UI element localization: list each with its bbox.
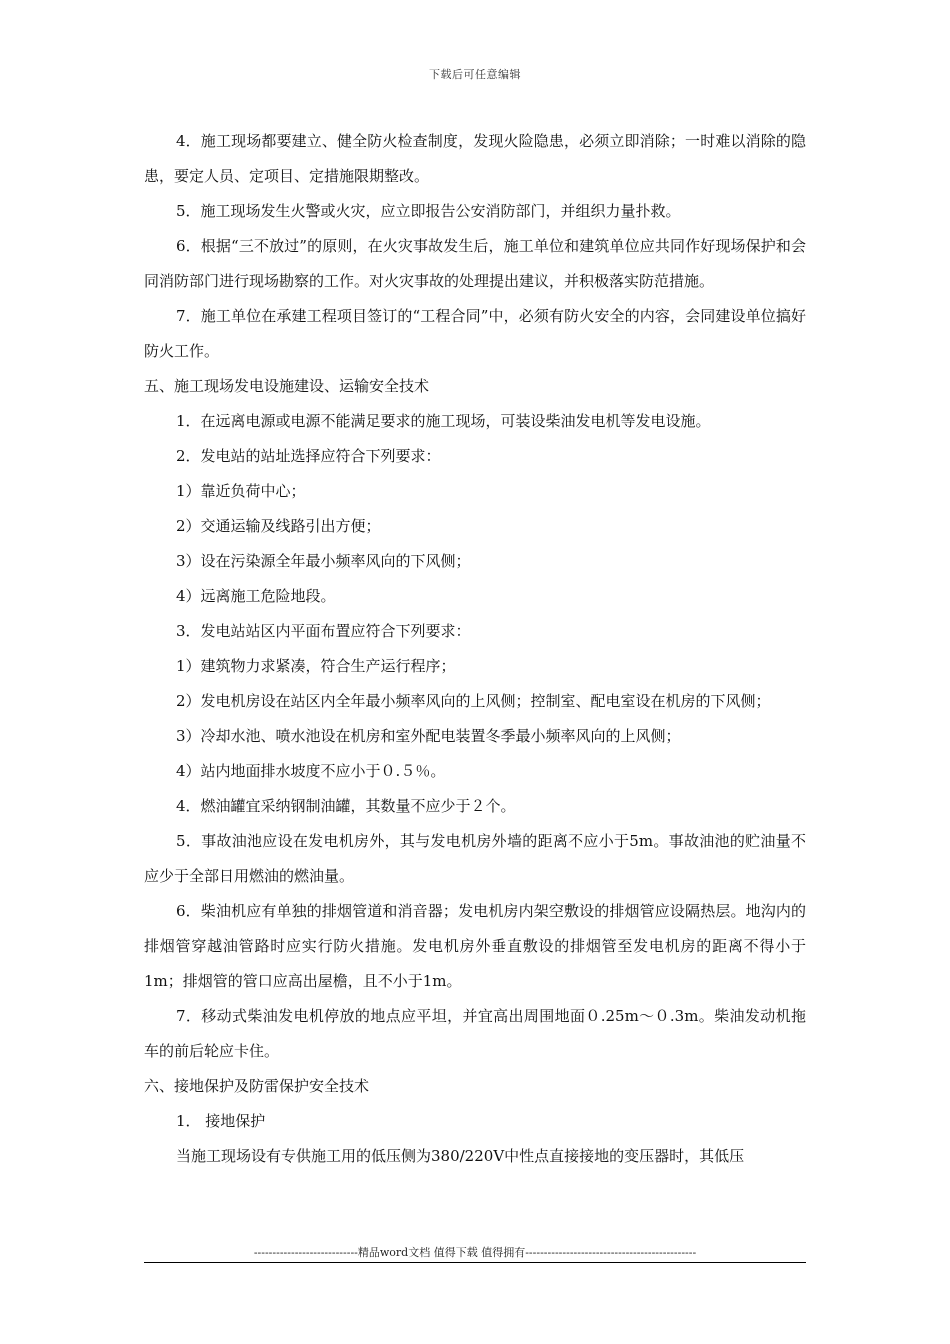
- paragraph-transformer: 当施工现场设有专供施工用的低压侧为380/220V中性点直接接地的变压器时，其低压: [176, 1147, 745, 1165]
- paragraph-contract-fire-safety: 7．施工单位在承建工程项目签订的“工程合同”中，必须有防火安全的内容，会同建设单位搞好防火工作。: [144, 307, 806, 360]
- list-item: 3）设在污染源全年最小频率风向的下风侧；: [176, 552, 471, 570]
- section-heading-power-generation: 五、施工现场发电设施建设、运输安全技术: [144, 377, 430, 395]
- paragraph-layout-requirements: 3．发电站站区内平面布置应符合下列要求：: [176, 622, 471, 640]
- paragraph-fuel-tanks: 4．燃油罐宜采纳钢制油罐，其数量不应少于２个。: [176, 797, 516, 815]
- section-heading-grounding: 六、接地保护及防雷保护安全技术: [144, 1077, 370, 1095]
- paragraph-site-selection: 2．发电站的站址选择应符合下列要求：: [176, 447, 441, 465]
- list-item: 1）靠近负荷中心；: [176, 482, 306, 500]
- paragraph-accident-oil-pool: 5．事故油池应设在发电机房外，其与发电机房外墙的距离不应小于5m。事故油池的贮油量不应少于全部日用燃油的燃油量。: [144, 832, 806, 885]
- list-item: 2）交通运输及线路引出方便；: [176, 517, 381, 535]
- subheading-grounding-protection: 1． 接地保护: [176, 1112, 266, 1130]
- list-item: 4）远离施工危险地段。: [176, 587, 336, 605]
- footer-divider: [144, 1262, 806, 1263]
- list-item: 3）冷却水池、喷水池设在机房和室外配电装置冬季最小频率风向的上风侧；: [176, 727, 681, 745]
- paragraph-fire-inspection: 4．施工现场都要建立、健全防火检查制度，发现火险隐患，必须立即消除；一时难以消除的隐患，要定人员、定项目、定措施限期整改。: [144, 132, 806, 185]
- document-body: [144, 124, 806, 1174]
- paragraph-generator-install: 1．在远离电源或电源不能满足要求的施工现场，可装设柴油发电机等发电设施。: [176, 412, 711, 430]
- paragraph-mobile-generator: 7．移动式柴油发电机停放的地点应平坦，并宜高出周围地面０.25m～０.3m。柴油发动机拖车的前后轮应卡住。: [144, 1007, 806, 1060]
- list-item: 2）发电机房设在站区内全年最小频率风向的上风侧；控制室、配电室设在机房的下风侧；: [176, 692, 771, 710]
- list-item: 4）站内地面排水坡度不应小于０.５％。: [176, 762, 446, 780]
- list-item: 1）建筑物力求紧凑，符合生产运行程序；: [176, 657, 456, 675]
- page-footer: ----------------------------精品word文档 值得下载 值得拥有----------------------------------------------: [253, 1246, 697, 1259]
- paragraph-fire-report: 5．施工现场发生火警或火灾，应立即报告公安消防部门，并组织力量扑救。: [176, 202, 681, 220]
- page-header: 下载后可任意编辑: [429, 68, 521, 81]
- paragraph-exhaust-pipes: 6．柴油机应有单独的排烟管道和消音器；发电机房内架空敷设的排烟管应设隔热层。地沟内的排烟管穿越油管路时应实行防火措施。发电机房外垂直敷设的排烟管至发电机房的距离不得小于1m；排烟管的管口应高出屋檐，且不小于1m。: [144, 902, 806, 990]
- paragraph-three-no-release: 6．根据“三不放过”的原则，在火灾事故发生后，施工单位和建筑单位应共同作好现场保护和会同消防部门进行现场勘察的工作。对火灾事故的处理提出建议，并积极落实防范措施。: [144, 237, 806, 290]
